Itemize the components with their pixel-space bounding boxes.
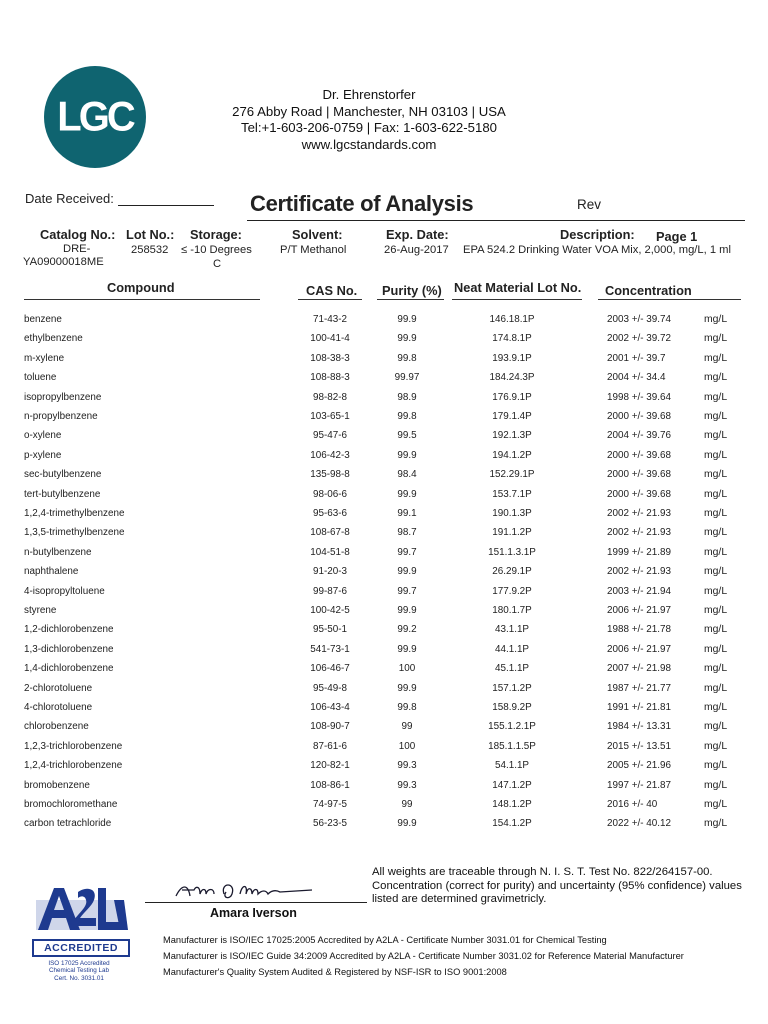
lot-number: 146.18.1P	[489, 314, 535, 325]
concentration: 1984 +/- 13.31	[607, 721, 671, 733]
col-compound: Compound	[107, 280, 175, 295]
col-purity: Purity (%)	[382, 283, 442, 298]
cas-number: 99-87-6	[312, 585, 348, 597]
cas-number: 120-82-1	[310, 760, 350, 772]
cas-number: 95-49-8	[312, 682, 348, 694]
purity: 99.7	[397, 585, 417, 597]
description-label: Description:	[560, 227, 635, 242]
lot-number: 174.8.1P	[492, 333, 532, 345]
compound-name: o-xylene	[24, 430, 62, 442]
cas-number: 56-23-5	[312, 818, 348, 830]
purity: 99.7	[397, 546, 417, 558]
accreditation-line-3: Manufacturer's Quality System Audited & Registered by NSF-ISR to ISO 9001:2008	[163, 966, 507, 977]
unit: mg/L	[704, 818, 728, 830]
concentration: 2002 +/- 21.93	[607, 527, 671, 539]
purity: 99.9	[397, 488, 417, 500]
compound-name: 1,4-dichlorobenzene	[24, 663, 114, 675]
concentration: 1999 +/- 21.89	[607, 546, 671, 558]
concentration: 2000 +/- 39.68	[607, 469, 671, 481]
table-row	[0, 760, 768, 779]
cas-number: 106-42-3	[310, 449, 350, 461]
unit: mg/L	[704, 605, 728, 616]
lot-number: 176.9.1P	[492, 391, 532, 403]
purity: 100	[398, 740, 416, 752]
purity: 99.3	[397, 760, 417, 772]
unit: mg/L	[704, 585, 728, 597]
badge-line-3: Cert. No. 3031.01	[54, 974, 104, 982]
lot-number: 158.9.2P	[492, 702, 532, 713]
col-cas: CAS No.	[306, 283, 358, 298]
table-row	[0, 333, 768, 352]
unit: mg/L	[704, 643, 728, 655]
table-row	[0, 508, 768, 527]
compound-name: bromochloromethane	[24, 799, 118, 810]
concentration: 2001 +/- 39.7	[607, 352, 666, 364]
compound-name: bromobenzene	[24, 779, 90, 791]
purity: 99.9	[397, 643, 417, 655]
table-row	[0, 741, 768, 760]
table-row	[0, 372, 768, 391]
cas-number: 95-47-6	[312, 430, 348, 442]
exp-date-value: 26-Aug-2017	[384, 244, 449, 256]
compound-name: 1,3-dichlorobenzene	[24, 643, 114, 655]
lot-number: 180.1.7P	[492, 605, 532, 616]
concentration: 2005 +/- 21.96	[607, 760, 671, 772]
unit: mg/L	[704, 682, 728, 694]
signature-icon	[172, 876, 342, 904]
table-row	[0, 586, 768, 605]
logo-text: LGC	[57, 93, 133, 140]
purity: 98.4	[397, 469, 417, 481]
cas-number: 108-86-1	[310, 779, 350, 791]
purity: 99.9	[397, 333, 417, 345]
unit: mg/L	[704, 760, 728, 772]
compound-name: chlorobenzene	[24, 721, 89, 733]
lot-number: 194.1.2P	[492, 449, 532, 461]
concentration: 1991 +/- 21.81	[607, 702, 671, 713]
purity: 99.9	[397, 314, 417, 325]
concentration: 2004 +/- 34.4	[607, 372, 666, 384]
col-compound-underline	[24, 299, 260, 300]
compound-name: ethylbenzene	[24, 333, 83, 345]
cas-number: 74-97-5	[312, 799, 348, 810]
concentration: 2015 +/- 13.51	[607, 740, 671, 752]
lot-number: 152.29.1P	[489, 469, 535, 481]
concentration: 2007 +/- 21.98	[607, 663, 671, 675]
compound-name: n-propylbenzene	[24, 411, 98, 422]
compound-name: isopropylbenzene	[24, 391, 102, 403]
unit: mg/L	[704, 799, 728, 810]
storage-value-2: C	[213, 258, 222, 270]
lot-number: 155.1.2.1P	[488, 721, 536, 733]
unit: mg/L	[704, 663, 728, 675]
col-concentration: Concentration	[605, 283, 692, 298]
table-row	[0, 663, 768, 682]
table-row	[0, 799, 768, 818]
company-address	[210, 87, 528, 153]
date-received-label: Date Received:	[25, 191, 114, 206]
compound-name: p-xylene	[24, 449, 62, 461]
purity: 98.9	[397, 391, 417, 403]
concentration: 2000 +/- 39.68	[607, 449, 671, 461]
lot-number: 45.1.1P	[494, 663, 530, 675]
cas-number: 71-43-2	[312, 314, 348, 325]
company-name: Dr. Ehrenstorfer	[322, 87, 416, 102]
col-lot: Neat Material Lot No.	[454, 280, 582, 295]
compound-name: 1,2,4-trichlorobenzene	[24, 760, 123, 772]
concentration: 1998 +/- 39.64	[607, 391, 671, 403]
lot-number: 191.1.2P	[492, 527, 532, 539]
concentration: 2006 +/- 21.97	[607, 605, 671, 616]
cas-number: 98-82-8	[312, 391, 348, 403]
table-row	[0, 392, 768, 411]
purity: 100	[398, 663, 416, 675]
lot-number: 153.7.1P	[492, 488, 532, 500]
concentration: 2004 +/- 39.76	[607, 430, 671, 442]
catalog-label: Catalog No.:	[40, 227, 116, 242]
unit: mg/L	[704, 624, 728, 636]
compound-name: m-xylene	[24, 352, 65, 364]
unit: mg/L	[704, 721, 728, 733]
compound-name: n-butylbenzene	[24, 546, 92, 558]
lgc-logo	[44, 66, 146, 168]
unit: mg/L	[704, 411, 728, 422]
rev-label: Rev	[577, 197, 602, 212]
unit: mg/L	[704, 430, 728, 442]
table-row	[0, 527, 768, 546]
table-row	[0, 702, 768, 721]
a2la-logo-icon	[28, 878, 130, 934]
purity: 99.9	[397, 566, 417, 578]
compound-name: 1,2-dichlorobenzene	[24, 624, 114, 636]
cas-number: 108-88-3	[310, 372, 350, 384]
lot-number: 44.1.1P	[494, 643, 530, 655]
lot-value: 258532	[131, 244, 169, 256]
purity: 99	[401, 721, 413, 733]
concentration: 2016 +/- 40	[607, 799, 658, 810]
cas-number: 91-20-3	[312, 566, 348, 578]
table-row	[0, 818, 768, 837]
table-row	[0, 353, 768, 372]
lot-number: 157.1.2P	[492, 682, 532, 694]
lot-number: 148.1.2P	[492, 799, 532, 810]
lot-number: 185.1.1.5P	[488, 740, 536, 752]
solvent-label: Solvent:	[292, 227, 343, 242]
purity: 99.97	[394, 372, 420, 384]
purity: 99	[401, 799, 413, 810]
signature	[172, 876, 342, 909]
purity: 99.9	[397, 818, 417, 830]
compound-name: toluene	[24, 372, 57, 384]
table-row	[0, 683, 768, 702]
concentration: 2003 +/- 39.74	[607, 314, 671, 325]
compound-name: styrene	[24, 605, 57, 616]
purity: 99.9	[397, 605, 417, 616]
purity: 99.1	[397, 508, 417, 519]
lot-number: 147.1.2P	[492, 779, 532, 791]
table-row	[0, 547, 768, 566]
lot-number: 193.9.1P	[492, 352, 532, 364]
page-label: Page 1	[656, 229, 698, 244]
lot-number: 43.1.1P	[494, 624, 530, 636]
table-row	[0, 721, 768, 740]
date-received-line	[118, 205, 214, 206]
purity: 98.7	[397, 527, 417, 539]
unit: mg/L	[704, 702, 728, 713]
lot-number: 190.1.3P	[492, 508, 532, 519]
purity: 99.3	[397, 779, 417, 791]
signature-line	[145, 902, 367, 903]
cas-number: 104-51-8	[310, 546, 350, 558]
table-row	[0, 411, 768, 430]
traceability-note: All weights are traceable through N. I. S. T. Test No. 822/264157-00. Concentration (correct for purity) and uncertainty (95% confidence) values listed are determined gravimetricly.	[372, 866, 742, 905]
accreditation-statements	[163, 933, 763, 980]
description-value: EPA 524.2 Drinking Water VOA Mix, 2,000, mg/L, 1 ml	[463, 244, 731, 256]
lot-number: 177.9.2P	[492, 585, 532, 597]
unit: mg/L	[704, 352, 728, 364]
lot-number: 151.1.3.1P	[488, 546, 536, 558]
concentration: 2002 +/- 21.93	[607, 508, 671, 519]
phone-fax: Tel:+1-603-206-0759 | Fax: 1-603-622-5180	[241, 120, 497, 135]
unit: mg/L	[704, 779, 728, 791]
lot-number: 184.24.3P	[489, 372, 535, 384]
col-lot-underline	[452, 299, 582, 300]
table-row	[0, 644, 768, 663]
street-address: 276 Abby Road | Manchester, NH 03103 | USA	[232, 103, 506, 119]
compound-name: 2-chlorotoluene	[24, 682, 93, 694]
table-row	[0, 314, 768, 333]
concentration: 2000 +/- 39.68	[607, 411, 671, 422]
cas-number: 100-41-4	[310, 333, 350, 345]
catalog-value-2: YA09000018ME	[23, 256, 104, 268]
unit: mg/L	[704, 333, 728, 345]
cas-number: 108-67-8	[310, 527, 350, 539]
purity: 99.8	[397, 411, 417, 422]
unit: mg/L	[704, 372, 728, 384]
cas-number: 87-61-6	[312, 740, 348, 752]
concentration: 1987 +/- 21.77	[607, 682, 671, 694]
col-cas-underline	[298, 299, 362, 300]
compound-name: 4-chlorotoluene	[24, 702, 93, 713]
lot-number: 179.1.4P	[492, 411, 532, 422]
unit: mg/L	[704, 314, 728, 325]
compound-name: carbon tetrachloride	[24, 818, 112, 830]
cas-number: 95-63-6	[312, 508, 348, 519]
website: www.lgcstandards.com	[301, 136, 437, 152]
cas-number: 98-06-6	[312, 488, 348, 500]
cas-number: 108-38-3	[310, 352, 350, 364]
table-row	[0, 430, 768, 449]
compound-name: benzene	[24, 314, 62, 325]
unit: mg/L	[704, 469, 728, 481]
purity: 99.8	[397, 352, 417, 364]
document-title: Certificate of Analysis	[250, 191, 474, 216]
unit: mg/L	[704, 527, 728, 539]
exp-date-label: Exp. Date:	[386, 227, 449, 242]
table-row	[0, 566, 768, 585]
cas-number: 108-90-7	[310, 721, 350, 733]
concentration: 2022 +/- 40.12	[607, 818, 671, 830]
accredited-banner: ACCREDITED	[32, 939, 130, 957]
purity: 99.9	[397, 449, 417, 461]
purity: 99.5	[397, 430, 417, 442]
compound-name: sec-butylbenzene	[24, 469, 102, 481]
table-row	[0, 605, 768, 624]
col-purity-underline	[377, 299, 444, 300]
accreditation-line-1: Manufacturer is ISO/IEC 17025:2005 Accredited by A2LA - Certificate Number 3031.01 for Chemical Testing	[163, 935, 607, 945]
lot-number: 54.1.1P	[494, 760, 530, 772]
cas-number: 541-73-1	[310, 643, 350, 655]
unit: mg/L	[704, 391, 728, 403]
accreditation-line-2: Manufacturer is ISO/IEC Guide 34:2009 Accredited by A2LA - Certificate Number 3031.02 for Reference Material Manufacturer	[163, 950, 684, 961]
purity: 99.2	[397, 624, 417, 636]
purity: 99.8	[397, 702, 417, 713]
cas-number: 106-43-4	[310, 702, 350, 713]
cas-number: 95-50-1	[312, 624, 348, 636]
lot-label: Lot No.:	[126, 227, 175, 242]
compound-name: tert-butylbenzene	[24, 488, 101, 500]
lot-number: 154.1.2P	[492, 818, 532, 830]
col-concentration-underline	[598, 299, 741, 300]
compound-name: 4-isopropyltoluene	[24, 585, 105, 597]
unit: mg/L	[704, 449, 728, 461]
table-row	[0, 780, 768, 799]
solvent-value: P/T Methanol	[280, 244, 347, 256]
concentration: 2002 +/- 39.72	[607, 333, 671, 345]
concentration: 2002 +/- 21.93	[607, 566, 671, 578]
concentration: 1988 +/- 21.78	[607, 624, 671, 636]
table-row	[0, 489, 768, 508]
unit: mg/L	[704, 740, 728, 752]
unit: mg/L	[704, 546, 728, 558]
catalog-value-1: DRE-	[63, 243, 91, 255]
table-row	[0, 450, 768, 469]
badge-caption	[28, 960, 130, 982]
compound-name: 1,2,4-trimethylbenzene	[24, 508, 125, 519]
concentration: 2006 +/- 21.97	[607, 643, 671, 655]
cas-number: 103-65-1	[310, 411, 350, 422]
unit: mg/L	[704, 508, 728, 519]
signer-name: Amara Iverson	[210, 906, 297, 920]
storage-value-1: ≤ -10 Degrees	[181, 244, 252, 256]
badge-line-2: Chemical Testing Lab	[48, 967, 110, 975]
compound-name: 1,2,3-trichlorobenzene	[24, 740, 123, 752]
title-underline	[247, 220, 745, 221]
compound-name: naphthalene	[24, 566, 79, 578]
storage-label: Storage:	[190, 227, 242, 242]
badge-line-1: ISO 17025 Accredited	[48, 960, 110, 967]
concentration: 2003 +/- 21.94	[607, 585, 671, 597]
table-row	[0, 469, 768, 488]
concentration: 1997 +/- 21.87	[607, 779, 671, 791]
compound-name: 1,3,5-trimethylbenzene	[24, 527, 125, 539]
table-row	[0, 624, 768, 643]
unit: mg/L	[704, 566, 728, 578]
a2la-badge	[28, 878, 130, 982]
lot-number: 26.29.1P	[492, 566, 532, 578]
concentration: 2000 +/- 39.68	[607, 488, 671, 500]
cas-number: 106-46-7	[310, 663, 350, 675]
unit: mg/L	[704, 488, 728, 500]
cas-number: 135-98-8	[310, 469, 350, 481]
cas-number: 100-42-5	[310, 605, 350, 616]
lot-number: 192.1.3P	[492, 430, 532, 442]
purity: 99.9	[397, 682, 417, 694]
